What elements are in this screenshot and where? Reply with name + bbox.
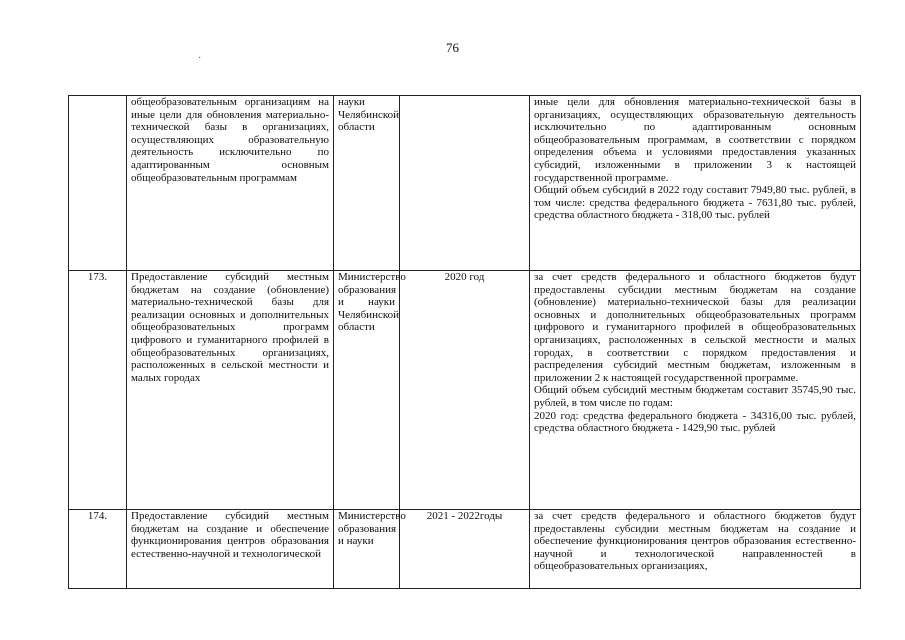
row-number-cell: 174.	[69, 510, 127, 589]
table-row	[69, 271, 861, 510]
executor-cell: науки Челябинской области	[334, 96, 400, 271]
result-cell	[530, 96, 861, 271]
measure-name-cell: Предоставление субсидий местным бюджетам на создание (обновление) материально-технической базы для реализации основных и дополнительных общеобразовательных программ цифрового и гуманитарного профилей в общеобразовательных организациях, расположенных в сельской местности и малых городах	[127, 271, 334, 510]
term-cell: 2020 год	[400, 271, 530, 510]
page-number: 76	[446, 40, 459, 55]
executor-cell: Министерство образования и науки Челябинской области	[334, 271, 400, 510]
executor-cell: Министерство образования и науки	[334, 510, 400, 589]
total-text: Общий объем субсидий в 2022 году составит 7949,80 тыс. рублей, в том числе: средства федерального бюджета - 7631,80 тыс. рублей, средства областного бюджета - 318,00 тыс. рублей	[534, 184, 856, 222]
scan-speck: ·	[198, 53, 202, 64]
table-row	[69, 510, 861, 589]
result-text: иные цели для обновления материально-технической базы в организациях, осуществляющих образовательную деятельность исключительно по адаптированным основным общеобразовательным программам, в соответствии с порядком определения объема и условиями предоставления указанных субсидий, изложенными в приложении 3 к настоящей государственной программе.	[534, 96, 856, 184]
row-number-cell: 173.	[69, 271, 127, 510]
result-cell	[530, 510, 861, 589]
table-row	[69, 96, 861, 271]
measure-name-cell: общеобразовательным организациям на иные цели для обновления материально-технической базы в организациях, осуществляющих образовательную деятельность исключительно по адаптированным основным общеобразовательным программам	[127, 96, 334, 271]
term-cell: 2021 - 2022годы	[400, 510, 530, 589]
measure-name-cell: Предоставление субсидий местным бюджетам на создание и обеспечение функционирования центров образования естественно-научной и технологической	[127, 510, 334, 589]
row-number-cell	[69, 96, 127, 271]
result-cell	[530, 271, 861, 510]
program-measures-table	[68, 95, 861, 589]
total-text: Общий объем субсидий местным бюджетам составит 35745,90 тыс. рублей, в том числе по годам:	[534, 384, 856, 409]
years-text: 2020 год: средства федерального бюджета - 34316,00 тыс. рублей, средства областного бюджета - 1429,90 тыс. рублей	[534, 409, 856, 435]
term-cell	[400, 96, 530, 271]
result-text: за счет средств федерального и областного бюджетов будут предоставлены субсидии местным бюджетам на создание (обновление) материально-технической базы для реализации основных и дополнительных общеобразовательных программ цифрового и гуманитарного профилей в общеобразовательных организациях, расположенных в сельской местности и малых городах, в соответствии с порядком предоставления и распределения субсидий местным бюджетам, изложенным в приложении 2 к настоящей государственной программе.	[534, 271, 856, 384]
result-text: за счет средств федерального и областного бюджетов будут предоставлены субсидии местным бюджетам на создание и обеспечение функционирования центров образования естественно-научной и технологической направленностей в общеобразовательных организациях,	[534, 510, 856, 573]
